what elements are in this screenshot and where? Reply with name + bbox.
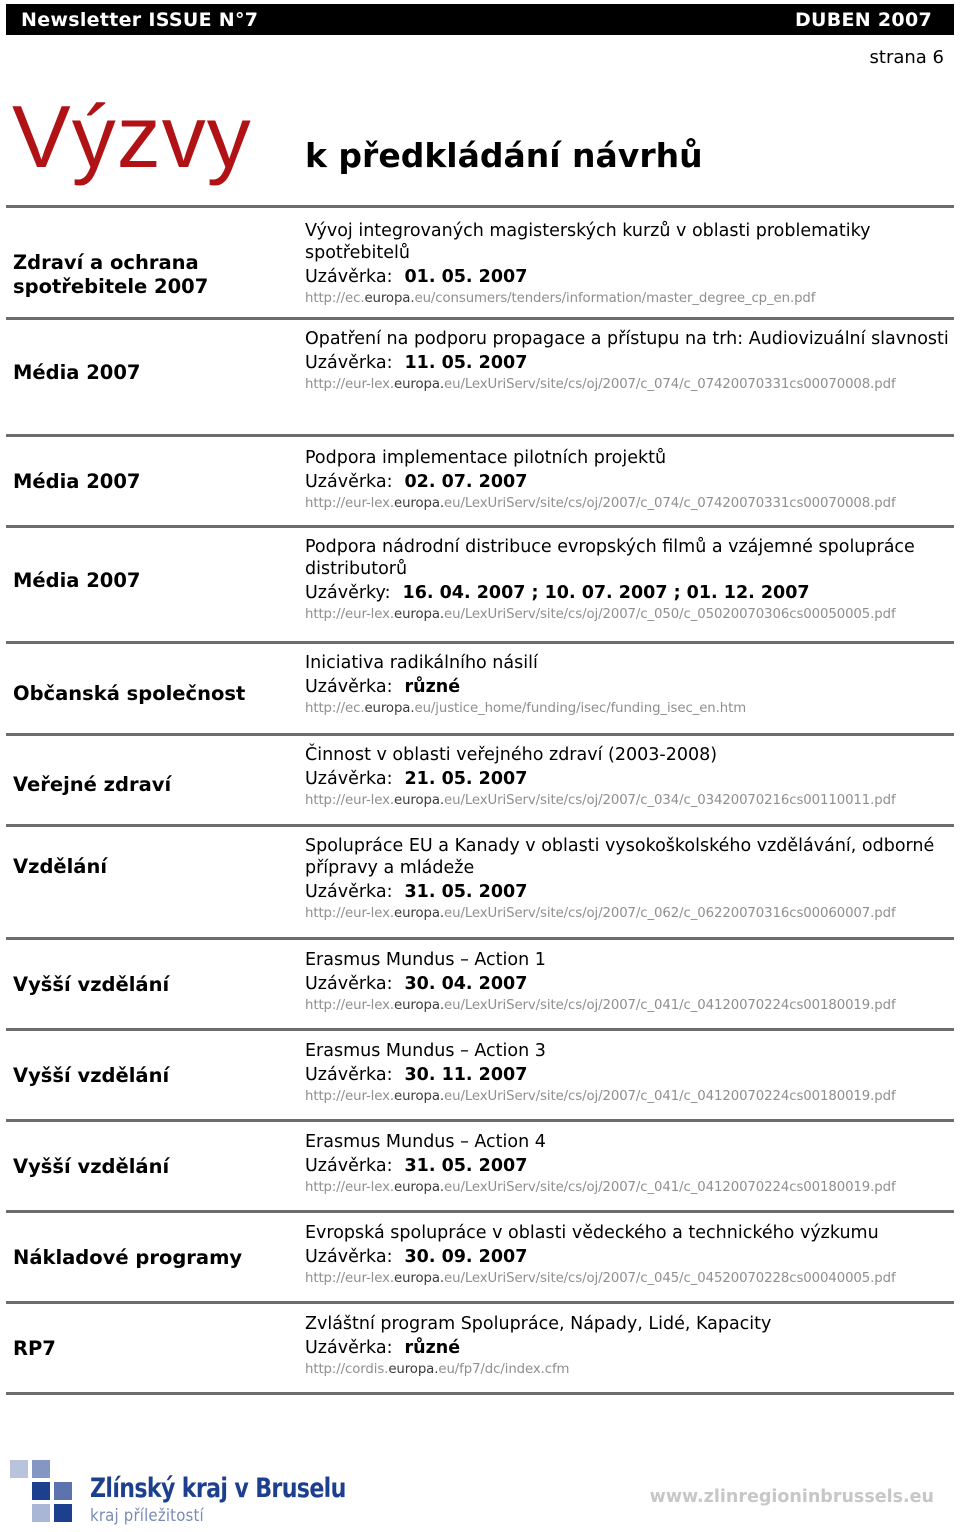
call-category: Zdraví a ochrana spotřebitele 2007: [13, 251, 209, 298]
call-row: [6, 1304, 954, 1395]
call-content: [305, 940, 954, 1016]
call-link[interactable]: http://eur-lex.europa.eu/LexUriServ/site/cs/oj/2007/c_034/c_03420070216cs00110011.pdf: [305, 793, 896, 808]
call-content: [305, 827, 954, 924]
call-row: [6, 1031, 954, 1122]
call-link[interactable]: http://eur-lex.europa.eu/LexUriServ/site/cs/oj/2007/c_041/c_04120070224cs00180019.pdf: [305, 998, 896, 1013]
call-category: Média 2007: [13, 568, 141, 592]
call-deadline: Uzávěrka: 30. 11. 2007: [305, 1065, 528, 1085]
call-category: Občanská společnost: [13, 681, 246, 705]
call-content: [305, 1304, 954, 1380]
call-deadline: Uzávěrka: 02. 07. 2007: [305, 472, 528, 492]
call-content: [305, 644, 954, 719]
call-link[interactable]: http://eur-lex.europa.eu/LexUriServ/site/cs/oj/2007/c_050/c_05020070306cs00050005.pdf: [305, 607, 896, 622]
call-link[interactable]: http://eur-lex.europa.eu/LexUriServ/site/cs/oj/2007/c_074/c_07420070331cs00070008.pdf: [305, 496, 896, 511]
deadline-value: 31. 05. 2007: [404, 882, 528, 902]
call-row: [6, 940, 954, 1031]
call-deadline: Uzávěrka: 30. 04. 2007: [305, 974, 528, 994]
call-description: Evropská spolupráce v oblasti vědeckého a technického výzkumu: [305, 1223, 879, 1243]
deadline-value: 11. 05. 2007: [404, 353, 528, 373]
call-category: Média 2007: [13, 361, 141, 384]
call-category: Vyšší vzdělání: [13, 1155, 170, 1178]
call-row: [6, 827, 954, 940]
call-content: [305, 1031, 954, 1107]
call-link[interactable]: http://cordis.europa.eu/fp7/dc/index.cfm: [305, 1362, 570, 1377]
call-deadline: Uzávěrka: 01. 05. 2007: [305, 267, 528, 287]
call-description: Podpora implementace pilotních projektů: [305, 448, 667, 468]
call-description: Podpora nádrodní distribuce evropských filmů a vzájemné spolupráce distributorů: [305, 537, 915, 579]
call-description: Iniciativa radikálního násilí: [305, 653, 538, 673]
deadline-value: 30. 11. 2007: [404, 1065, 528, 1085]
call-description: Erasmus Mundus – Action 3: [305, 1041, 546, 1061]
call-link[interactable]: http://eur-lex.europa.eu/LexUriServ/site/cs/oj/2007/c_045/c_04520070228cs00040005.pdf: [305, 1271, 896, 1286]
call-row: [6, 205, 954, 320]
call-category: RP7: [13, 1337, 56, 1360]
zlin-region-logo: [10, 1460, 346, 1530]
call-description: Opatření na podporu propagace a přístupu na trh: Audiovizuální slavnosti: [305, 329, 949, 349]
call-content: [305, 1122, 954, 1198]
deadline-value: 30. 09. 2007: [404, 1247, 528, 1267]
call-row: [6, 1122, 954, 1213]
call-deadline: Uzávěrka: různé: [305, 677, 461, 697]
call-content: [305, 208, 954, 309]
call-row: [6, 1213, 954, 1304]
deadline-value: různé: [404, 677, 461, 697]
newsletter-header-bar: [6, 4, 954, 35]
deadline-value: 30. 04. 2007: [404, 974, 528, 994]
call-content: [305, 320, 954, 395]
call-content: [305, 437, 954, 514]
call-content: [305, 1213, 954, 1289]
page-title: Výzvy: [12, 87, 252, 186]
call-deadline: Uzávěrka: 31. 05. 2007: [305, 882, 528, 902]
call-link[interactable]: http://ec.europa.eu/consumers/tenders/information/master_degree_cp_en.pdf: [305, 291, 816, 306]
deadline-value: 16. 04. 2007 ; 10. 07. 2007 ; 01. 12. 2007: [402, 583, 810, 603]
call-link[interactable]: http://eur-lex.europa.eu/LexUriServ/site/cs/oj/2007/c_041/c_04120070224cs00180019.pdf: [305, 1089, 896, 1104]
call-content: [305, 528, 954, 625]
newsletter-issue: Newsletter ISSUE N°7: [21, 8, 259, 31]
call-link[interactable]: http://ec.europa.eu/justice_home/funding/isec/funding_isec_en.htm: [305, 701, 747, 716]
call-category: Média 2007: [13, 470, 141, 493]
call-category: Vzdělání: [13, 855, 108, 878]
call-row: [6, 644, 954, 736]
call-category: Nákladové programy: [13, 1246, 243, 1269]
deadline-value: 01. 05. 2007: [404, 267, 528, 287]
page-number: strana 6: [869, 47, 944, 68]
call-description: Erasmus Mundus – Action 1: [305, 950, 546, 970]
logo-squares-icon: [10, 1460, 86, 1530]
deadline-value: 21. 05. 2007: [404, 769, 528, 789]
call-deadline: Uzávěrky: 16. 04. 2007 ; 10. 07. 2007 ; 01. 12. 2007: [305, 583, 810, 603]
calls-table: [6, 205, 954, 1395]
call-category: Vyšší vzdělání: [13, 1064, 170, 1087]
call-link[interactable]: http://eur-lex.europa.eu/LexUriServ/site/cs/oj/2007/c_074/c_07420070331cs00070008.pdf: [305, 377, 896, 392]
call-deadline: Uzávěrka: 30. 09. 2007: [305, 1247, 528, 1267]
call-row: [6, 528, 954, 644]
call-deadline: Uzávěrka: 21. 05. 2007: [305, 769, 528, 789]
deadline-value: různé: [404, 1338, 461, 1358]
deadline-value: 02. 07. 2007: [404, 472, 528, 492]
call-deadline: Uzávěrka: různé: [305, 1338, 461, 1358]
call-description: Zvláštní program Spolupráce, Nápady, Lidé, Kapacity: [305, 1314, 772, 1334]
call-description: Spolupráce EU a Kanady v oblasti vysokoškolského vzdělávání, odborné přípravy a mládeže: [305, 836, 935, 878]
footer-website-link[interactable]: www.zlinregioninbrussels.eu: [649, 1487, 934, 1507]
call-content: [305, 736, 954, 811]
call-category: Vyšší vzdělání: [13, 973, 170, 996]
call-deadline: Uzávěrka: 11. 05. 2007: [305, 353, 528, 373]
deadline-value: 31. 05. 2007: [404, 1156, 528, 1176]
page-subtitle: k předkládání návrhů: [305, 136, 703, 175]
newsletter-date: DUBEN 2007: [794, 8, 932, 31]
logo-tagline: kraj příležitostí: [90, 1506, 204, 1526]
call-deadline: Uzávěrka: 31. 05. 2007: [305, 1156, 528, 1176]
call-link[interactable]: http://eur-lex.europa.eu/LexUriServ/site/cs/oj/2007/c_041/c_04120070224cs00180019.pdf: [305, 1180, 896, 1195]
call-description: Erasmus Mundus – Action 4: [305, 1132, 546, 1152]
call-row: [6, 437, 954, 528]
logo-wordmark: Zlínský kraj v Bruselu: [90, 1473, 346, 1504]
call-link[interactable]: http://eur-lex.europa.eu/LexUriServ/site/cs/oj/2007/c_062/c_06220070316cs00060007.pdf: [305, 906, 896, 921]
call-category: Veřejné zdraví: [13, 773, 172, 796]
call-description: Vývoj integrovaných magisterských kurzů v oblasti problematiky spotřebitelů: [305, 221, 871, 263]
call-row: [6, 736, 954, 827]
call-description: Činnost v oblasti veřejného zdraví (2003-2008): [305, 745, 718, 765]
call-row: [6, 320, 954, 437]
